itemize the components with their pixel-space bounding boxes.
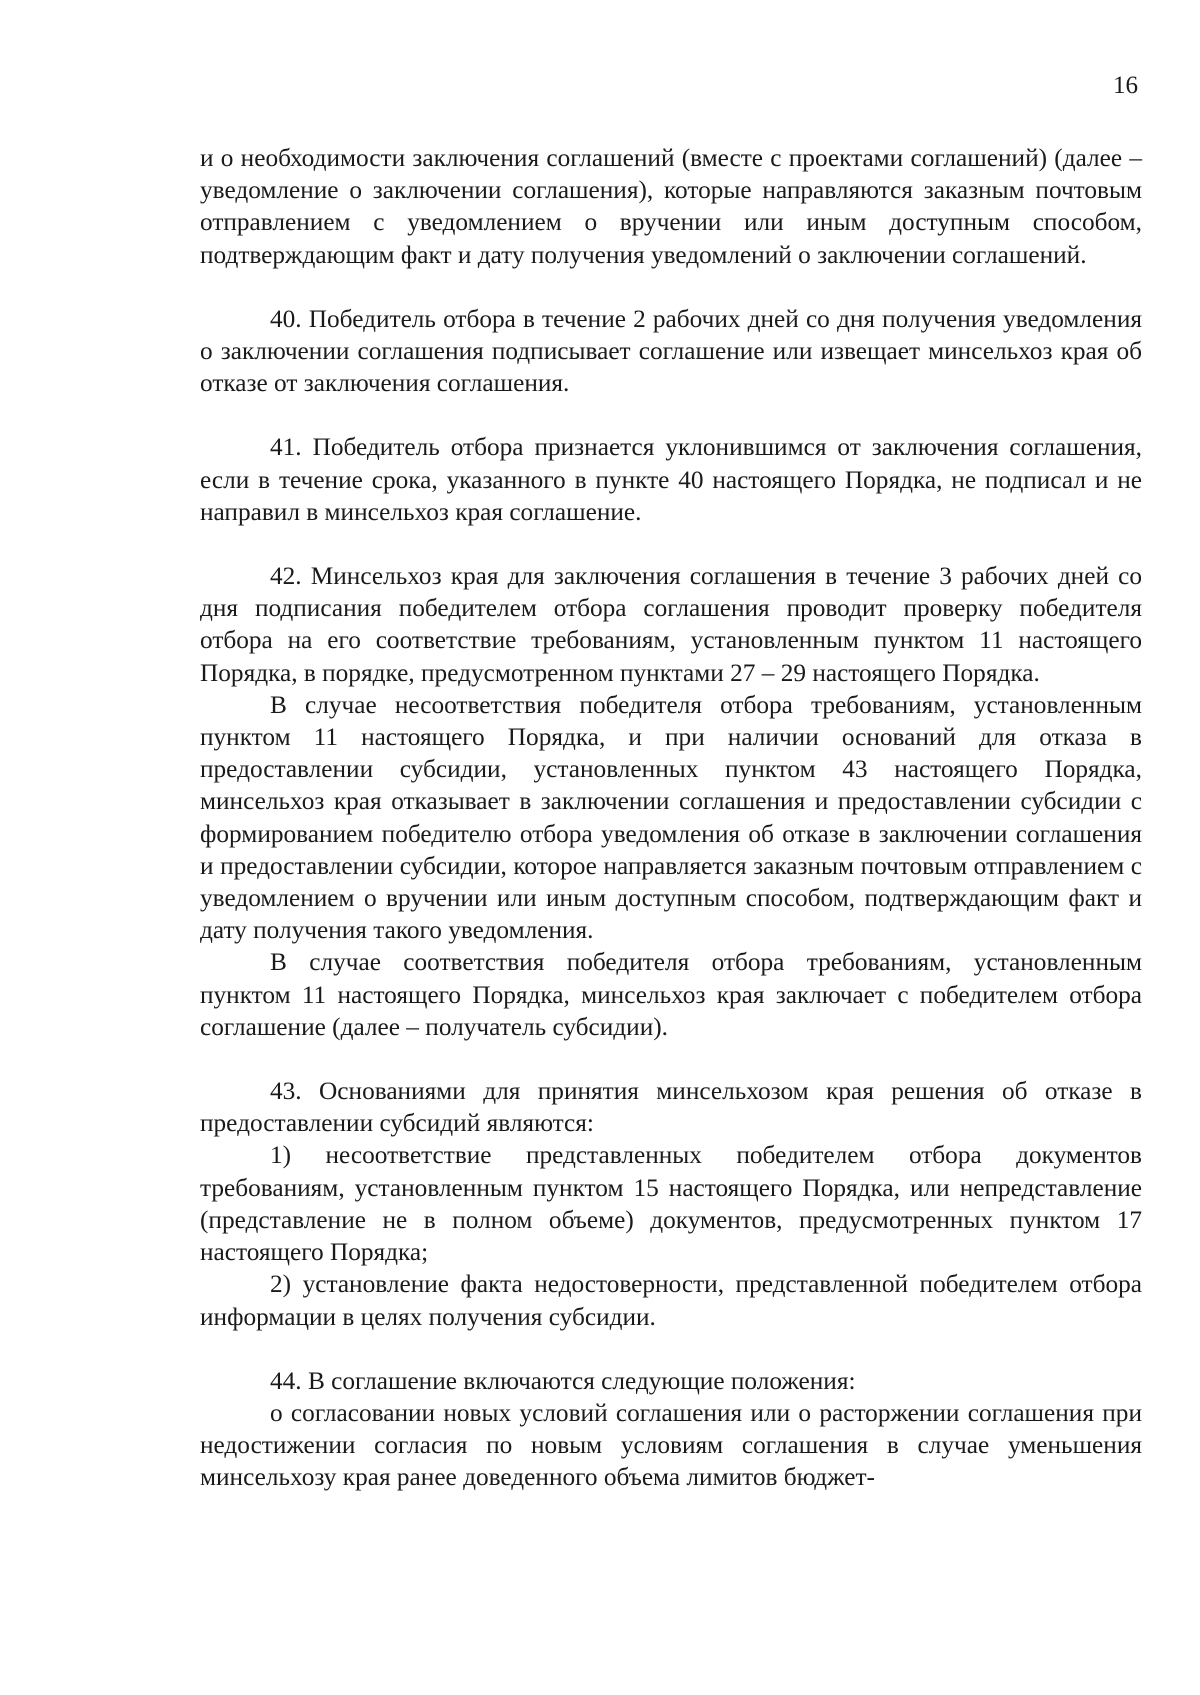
- paragraph-44-provision: о согласовании новых условий соглашения или о расторжении соглашения при недостижении согласия по новым условиям соглашения в случае уменьшения минсельхозу края ранее доведенного объема лимитов бюджет-: [200, 1398, 1142, 1492]
- paragraph-43: 43. Основаниями для принятия минсельхозом края решения об отказе в предоставлении субсидий являются:: [200, 1077, 1142, 1138]
- paragraph-42-noncompliance: В случае несоответствия победителя отбора требованиям, установленным пунктом 11 настоящего Порядка, и при наличии оснований для отказа в предоставлении субсидии, установленных пунктом 43 настоящего Порядка, минсельхоз края отказывает в заключении соглашения и предоставлении субсидии с формированием победителю отбора уведомления об отказе в заключении соглашения и предоставлении субсидии, которое направляется заказным почтовым отправлением с уведомлением о вручении или иным доступным способом, подтверждающим факт и дату получения такого уведомления.: [200, 690, 1142, 945]
- page-number: 16: [1113, 72, 1138, 99]
- document-body: [200, 142, 1142, 1494]
- paragraph-44: 44. В соглашение включаются следующие положения:: [270, 1366, 856, 1395]
- paragraph-continuation: и о необходимости заключения соглашений (вместе с проектами соглашений) (далее – уведомление о заключении соглашения), которые направляются заказным почтовым отправлением с уведомлением о вручении или иным доступным способом, подтверждающим факт и дату получения уведомлений о заключении соглашений.: [200, 144, 1142, 269]
- paragraph-42: 42. Минсельхоз края для заключения соглашения в течение 3 рабочих дней со дня подписания победителем отбора соглашения проводит проверку победителя отбора на его соответствие требованиям, установленным пунктом 11 настоящего Порядка, в порядке, предусмотренном пунктами 27 – 29 настоящего Порядка.: [200, 562, 1142, 687]
- paragraph-40: 40. Победитель отбора в течение 2 рабочих дней со дня получения уведомления о заключении соглашения подписывает соглашение или извещает минсельхоз края об отказе от заключения соглашения.: [200, 304, 1142, 398]
- paragraph-43-item-2: 2) установление факта недостоверности, представленной победителем отбора информации в целях получения субсидии.: [200, 1270, 1142, 1331]
- paragraph-41: 41. Победитель отбора признается уклонившимся от заключения соглашения, если в течение срока, указанного в пункте 40 настоящего Порядка, не подписал и не направил в минсельхоз края соглашение.: [200, 433, 1142, 526]
- paragraph-43-item-1: 1) несоответствие представленных победителем отбора документов требованиям, установленным пунктом 15 настоящего Порядка, или непредставление (представление не в полном объеме) документов, предусмотренных пунктом 17 настоящего Порядка;: [200, 1141, 1142, 1267]
- paragraph-42-compliance: В случае соответствия победителя отбора требованиям, установленным пунктом 11 настоящего Порядка, минсельхоз края заключает с победителем отбора соглашение (далее – получатель субсидии).: [200, 948, 1142, 1041]
